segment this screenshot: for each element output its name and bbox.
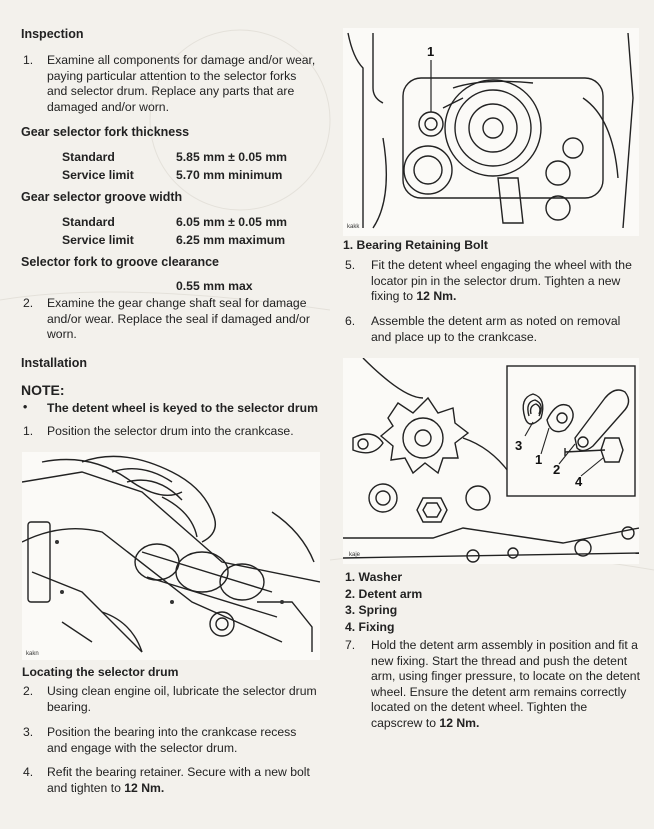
spec-value: 6.05 mm ± 0.05 mm (176, 215, 288, 229)
inspection-step-1: Examine all components for damage and/or wear, paying particular attention to the selector forks and selector drum. Replace any parts that are damaged and/or worn. (47, 53, 316, 114)
legend-item: 4. Fixing (345, 620, 395, 634)
step-number: 5. (345, 258, 356, 272)
installation-heading: Installation (21, 356, 87, 370)
callout-label: 1 (535, 452, 543, 467)
installation-step-3: Position the bearing into the crankcase recess and engage with the selector drum. (47, 725, 297, 755)
callout-label: 2 (553, 462, 561, 477)
inspection-step-2: Examine the gear change shaft seal for damage and/or wear. Replace the seal if damaged and/or worn. (47, 296, 310, 341)
clearance-heading: Selector fork to groove clearance (21, 255, 219, 269)
detent-arm-illustration (343, 358, 639, 564)
selector-drum-figure (22, 452, 320, 660)
spec-label: Service limit (62, 233, 134, 247)
installation-step-2: Using clean engine oil, lubricate the selector drum bearing. (47, 684, 317, 714)
spec-label: Standard (62, 215, 115, 229)
legend-item: 1. Washer (345, 570, 403, 584)
bearing-bolt-illustration (343, 28, 639, 236)
torque-value: 12 Nm. (124, 780, 165, 795)
note-text: The detent wheel is keyed to the selector drum (47, 401, 318, 415)
spec-value: 5.70 mm minimum (176, 168, 283, 182)
figure-code: kaje (349, 552, 361, 558)
step-number: 1. (23, 53, 34, 67)
note-bullet: • (23, 400, 28, 414)
inspection-heading: Inspection (21, 27, 84, 41)
step-number: 2. (23, 684, 34, 698)
bearing-bolt-figure (343, 28, 639, 236)
step-number: 4. (23, 765, 34, 779)
selector-drum-illustration (22, 452, 320, 660)
figure-caption: Locating the selector drum (22, 665, 179, 679)
groove-width-heading: Gear selector groove width (21, 190, 183, 204)
legend-item: 3. Spring (345, 603, 398, 617)
step-number: 6. (345, 314, 356, 328)
spec-label: Service limit (62, 168, 134, 182)
installation-step-4: Refit the bearing retainer. Secure with a new bolt and tighten to 12 Nm. (47, 765, 310, 795)
step-number: 7. (345, 638, 356, 652)
figure-caption: 1. Bearing Retaining Bolt (343, 238, 488, 252)
note-heading: NOTE: (21, 382, 65, 398)
installation-step-7: Hold the detent arm assembly in position and fit a new fixing. Start the thread and push the detent arm, using finger pressure, to locate on the detent wheel. Ensure the detent arm remains correctly located on the detent wheel. Tighten the capscrew to 12 Nm. (371, 638, 640, 730)
spec-value: 5.85 mm ± 0.05 mm (176, 150, 288, 164)
installation-step-1: Position the selector drum into the crankcase. (47, 424, 294, 438)
step-number: 2. (23, 296, 34, 310)
detent-arm-figure (343, 358, 639, 564)
step-number: 1. (23, 424, 34, 438)
installation-step-5: Fit the detent wheel engaging the wheel with the locator pin in the selector drum. Tighten a new fixing to 12 Nm. (371, 258, 632, 303)
clearance-value: 0.55 mm max (176, 279, 253, 293)
spec-value: 6.25 mm maximum (176, 233, 286, 247)
fork-thickness-heading: Gear selector fork thickness (21, 125, 190, 139)
installation-step-6: Assemble the detent arm as noted on removal and place up to the crankcase. (371, 314, 621, 344)
figure-code: kakk (347, 224, 360, 230)
spec-label: Standard (62, 150, 115, 164)
torque-value: 12 Nm. (416, 289, 457, 303)
callout-label: 3 (515, 438, 523, 453)
torque-value: 12 Nm. (439, 715, 480, 730)
callout-label: 4 (575, 474, 583, 489)
step-number: 3. (23, 725, 34, 739)
callout-label: 1 (427, 44, 435, 59)
legend-item: 2. Detent arm (345, 587, 423, 601)
figure-code: kakn (26, 651, 39, 657)
